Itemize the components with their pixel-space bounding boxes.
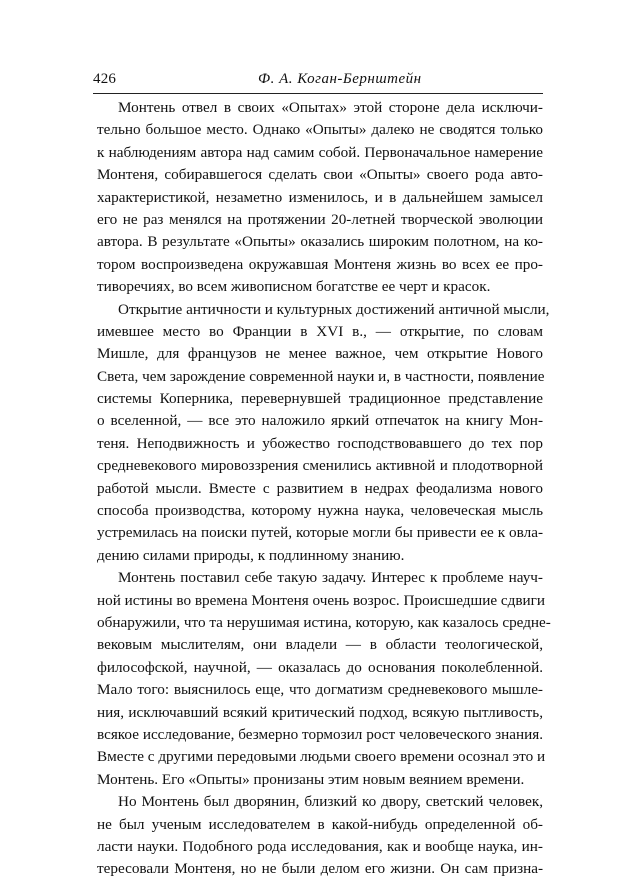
paragraph-3 <box>97 567 551 791</box>
text-line: работой мысли. Вместе с развитием в недрах феодализма нового <box>97 479 543 497</box>
text-line: Вместе с другими передовыми людьми своего времени осознал это и <box>97 748 546 766</box>
text-line: Мишле, для французов не менее важное, чем открытие Нового <box>97 345 543 363</box>
text-line: не был ученым исследователем в какой-нибудь определенной об- <box>97 815 543 833</box>
text-line: тересовали Монтеня, но не были делом его жизни. Он сам призна- <box>97 860 543 878</box>
text-line: Но Монтень был дворянин, близкий ко двору, светский человек, <box>118 793 543 811</box>
header-rule <box>93 93 543 94</box>
text-line: имевшее место во Франции в XVI в., — открытие, по словам <box>97 322 543 340</box>
paragraph-4 <box>97 791 543 881</box>
text-line: автора. В результате «Опыты» оказались широким полотном, на ко- <box>97 233 543 251</box>
text-line: всякое исследование, безмерно тормозил рост человеческого знания. <box>97 725 543 743</box>
text-line: теня. Неподвижность и убожество господствовавшего до тех пор <box>97 434 543 452</box>
text-line: тиворечиях, во всем живописном богатстве ее черт и красок. <box>97 278 491 296</box>
paragraph-1 <box>97 97 543 299</box>
text-line: характеристикой, незаметно изменилось, и в дальнейшем замысел <box>97 188 543 206</box>
text-line: его не раз менялся на протяжении 20-летней творческой эволюции <box>97 210 543 228</box>
text-line: ной истины во времена Монтеня очень возрос. Происшедшие сдвиги <box>97 591 545 609</box>
text-line: философской, научной, — оказалась до основания поколебленной. <box>97 658 543 676</box>
text-line: дению силами природы, к подлинному знанию. <box>97 546 405 564</box>
text-line: о вселенной, — все это наложило яркий отпечаток на книгу Мон- <box>97 412 543 430</box>
text-line: Открытие античности и культурных достижений античной мысли, <box>118 300 550 318</box>
text-line: средневекового мировоззрения сменились активной и плодотворной <box>97 457 543 475</box>
text-line: обнаружили, что та нерушимая истина, которую, как казалось средне- <box>97 613 551 631</box>
text-line: тором воспроизведена окружавшая Монтеня жизнь во всех ее про- <box>97 255 543 273</box>
paragraph-2 <box>97 299 550 568</box>
page-number: 426 <box>93 71 117 87</box>
text-line: Монтеня, собиравшегося сделать свои «Опыты» своего рода авто- <box>97 166 543 184</box>
text-line: устремилась на поиски путей, которые могли бы привести ее к овла- <box>97 524 543 542</box>
text-line: вековым мыслителям, они владели — в области теологической, <box>97 636 543 654</box>
text-line: системы Коперника, перевернувшей традиционное представление <box>97 390 543 408</box>
text-line: ласти науки. Подобного рода исследования, как и вообще наука, ин- <box>97 837 543 855</box>
text-line: к наблюдениям автора над самим собой. Первоначальное намерение <box>97 143 543 161</box>
text-line: Света, чем зарождение современной науки и, в частности, появление <box>97 367 545 385</box>
page-header <box>93 71 543 93</box>
body-text <box>97 97 551 881</box>
text-line: Монтень. Его «Опыты» пронизаны этим новым веянием времени. <box>97 770 525 788</box>
text-line: Монтень поставил себе такую задачу. Интерес к проблеме науч- <box>118 569 543 587</box>
text-line: ния, исключавший всякий критический подход, всякую пытливость, <box>97 703 543 721</box>
text-line: тельно большое место. Однако «Опыты» далеко не сводятся только <box>97 121 543 139</box>
text-line: способа производства, которому нужна наука, человеческая мысль <box>97 502 543 520</box>
running-head-author: Ф. А. Коган-Бернштейн <box>258 71 422 87</box>
text-line: Мало того: выяснилось еще, что догматизм средневекового мышле- <box>97 681 543 699</box>
text-line: Монтень отвел в своих «Опытах» этой стороне дела исключи- <box>118 99 543 116</box>
